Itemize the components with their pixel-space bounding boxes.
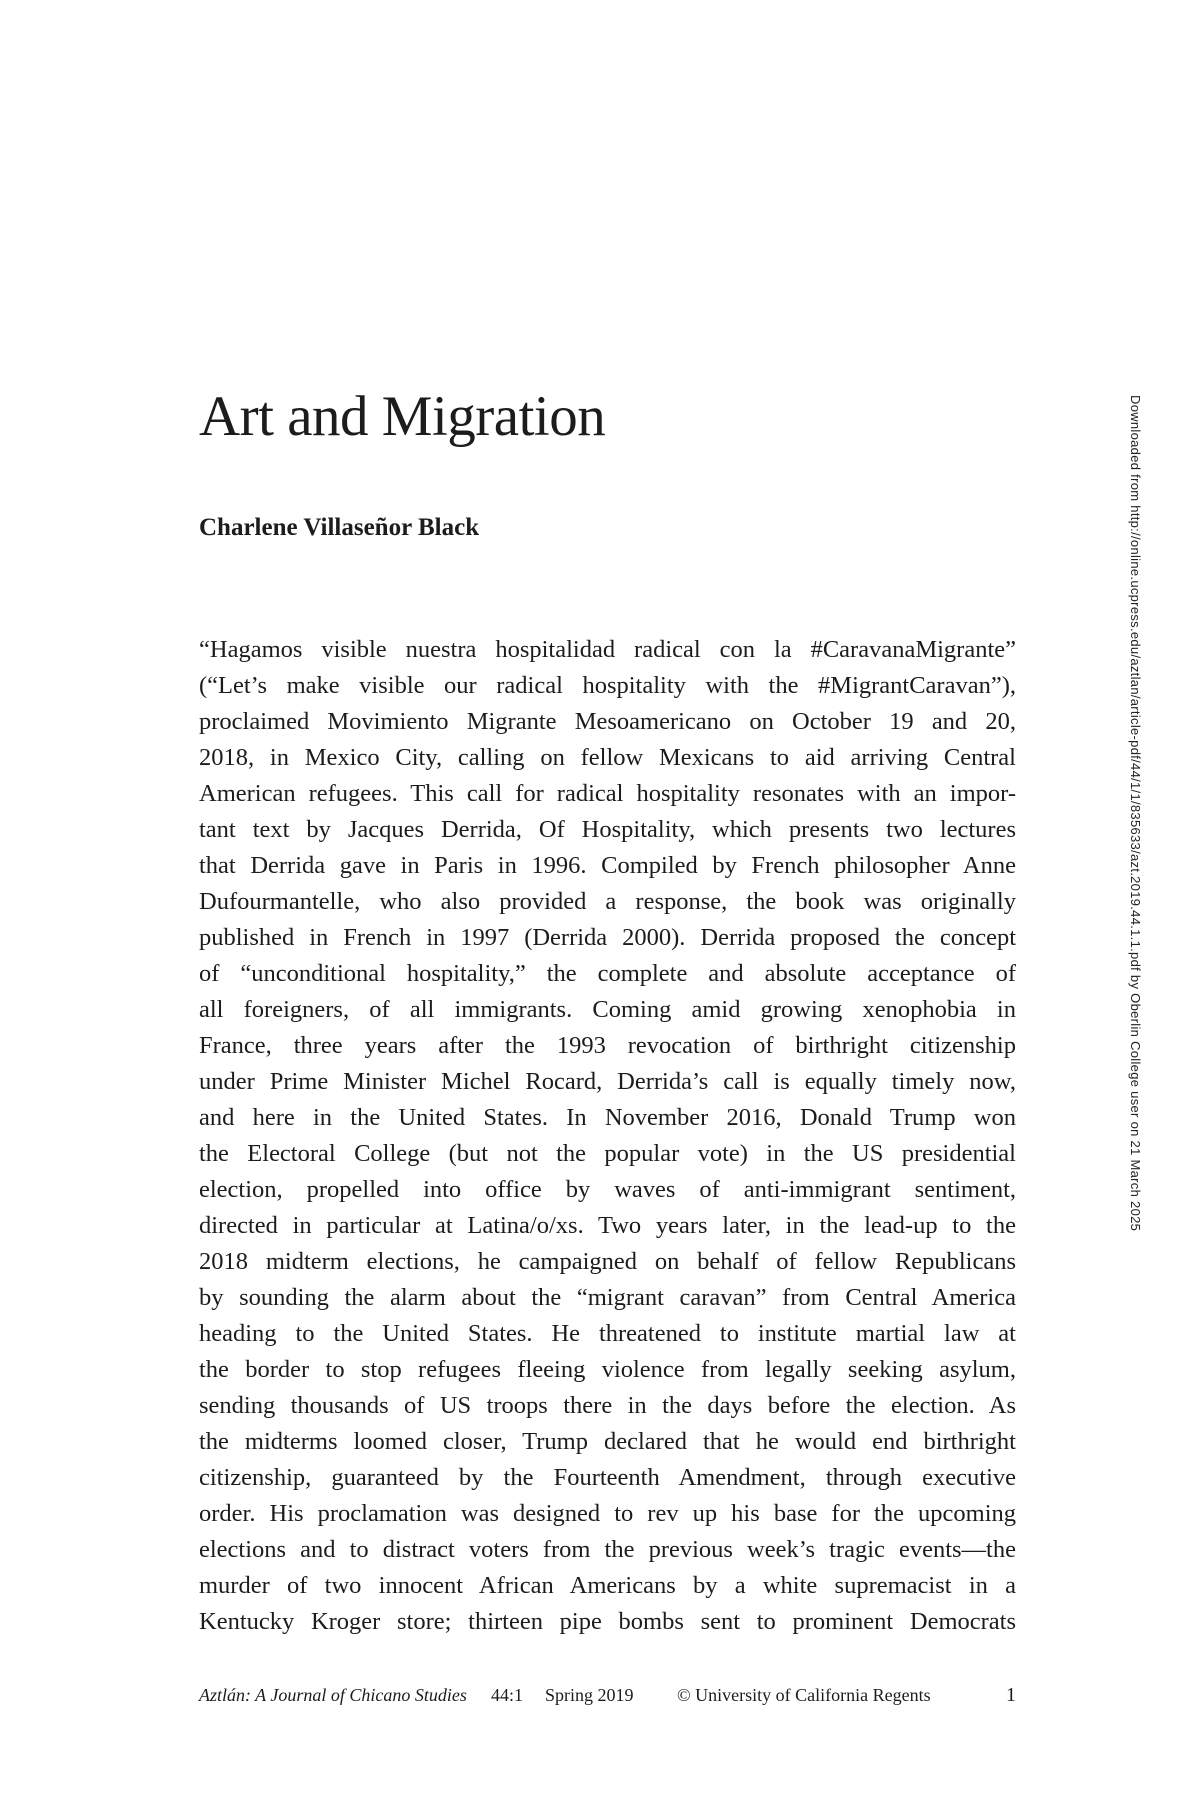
body-line: all foreigners, of all immigrants. Coming amid growing xenophobia in xyxy=(199,996,1016,1023)
body-line: proclaimed Movimiento Migrante Mesoamericano on October 19 and 20, xyxy=(199,708,1016,735)
body-line: by sounding the alarm about the “migrant caravan” from Central America xyxy=(199,1284,1016,1311)
article-body xyxy=(199,632,1016,1640)
body-line: (“Let’s make visible our radical hospitality with the #MigrantCaravan”), xyxy=(199,672,1016,699)
body-line: 2018, in Mexico City, calling on fellow Mexicans to aid arriving Central xyxy=(199,744,1016,771)
body-line: the Electoral College (but not the popular vote) in the US presidential xyxy=(199,1140,1016,1167)
body-line: election, propelled into office by waves of anti-immigrant sentiment, xyxy=(199,1176,1016,1203)
body-line: France, three years after the 1993 revocation of birthright citizenship xyxy=(199,1032,1016,1059)
body-line: Dufourmantelle, who also provided a response, the book was originally xyxy=(199,888,1016,915)
page-footer xyxy=(199,1682,1016,1708)
body-line: “Hagamos visible nuestra hospitalidad radical con la #CaravanaMigrante” xyxy=(199,636,1016,663)
article-title: Art and Migration xyxy=(199,385,606,448)
body-line: Kentucky Kroger store; thirteen pipe bombs sent to prominent Democrats xyxy=(199,1608,1016,1635)
download-watermark: Downloaded from http://online.ucpress.edu/aztlan/article-pdf/44/1/1/835633/azt.2019.44.1.1.pdf by Oberlin College user on 21 March 2025 xyxy=(1128,395,1143,1232)
body-line: that Derrida gave in Paris in 1996. Compiled by French philosopher Anne xyxy=(199,852,1016,879)
body-line: heading to the United States. He threatened to institute martial law at xyxy=(199,1320,1016,1347)
body-line: tant text by Jacques Derrida, Of Hospitality, which presents two lectures xyxy=(199,816,1016,843)
copyright-notice: © University of California Regents xyxy=(677,1685,931,1705)
body-line: order. His proclamation was designed to rev up his base for the upcoming xyxy=(199,1500,1016,1527)
body-line: citizenship, guaranteed by the Fourteenth Amendment, through executive xyxy=(199,1464,1016,1491)
journal-volume: 44:1 xyxy=(491,1685,524,1705)
body-line: murder of two innocent African Americans by a white supremacist in a xyxy=(199,1572,1016,1599)
body-line: American refugees. This call for radical hospitality resonates with an impor- xyxy=(199,780,1016,807)
body-line: the midterms loomed closer, Trump declared that he would end birthright xyxy=(199,1428,1016,1455)
body-line: directed in particular at Latina/o/xs. Two years later, in the lead-up to the xyxy=(199,1212,1016,1239)
journal-issue-date: Spring 2019 xyxy=(545,1685,634,1705)
journal-name: Aztlán: A Journal of Chicano Studies xyxy=(199,1685,467,1705)
page-number: 1 xyxy=(1006,1684,1016,1706)
body-line: elections and to distract voters from the previous week’s tragic events—the xyxy=(199,1536,1016,1563)
body-line: of “unconditional hospitality,” the complete and absolute acceptance of xyxy=(199,960,1016,987)
body-line: sending thousands of US troops there in the days before the election. As xyxy=(199,1392,1016,1419)
body-line: 2018 midterm elections, he campaigned on behalf of fellow Republicans xyxy=(199,1248,1016,1275)
body-line: published in French in 1997 (Derrida 2000). Derrida proposed the concept xyxy=(199,924,1016,951)
body-line: under Prime Minister Michel Rocard, Derrida’s call is equally timely now, xyxy=(199,1068,1016,1095)
body-line: the border to stop refugees fleeing violence from legally seeking asylum, xyxy=(199,1356,1016,1383)
author-name: Charlene Villaseñor Black xyxy=(199,514,480,541)
body-line: and here in the United States. In November 2016, Donald Trump won xyxy=(199,1104,1016,1131)
